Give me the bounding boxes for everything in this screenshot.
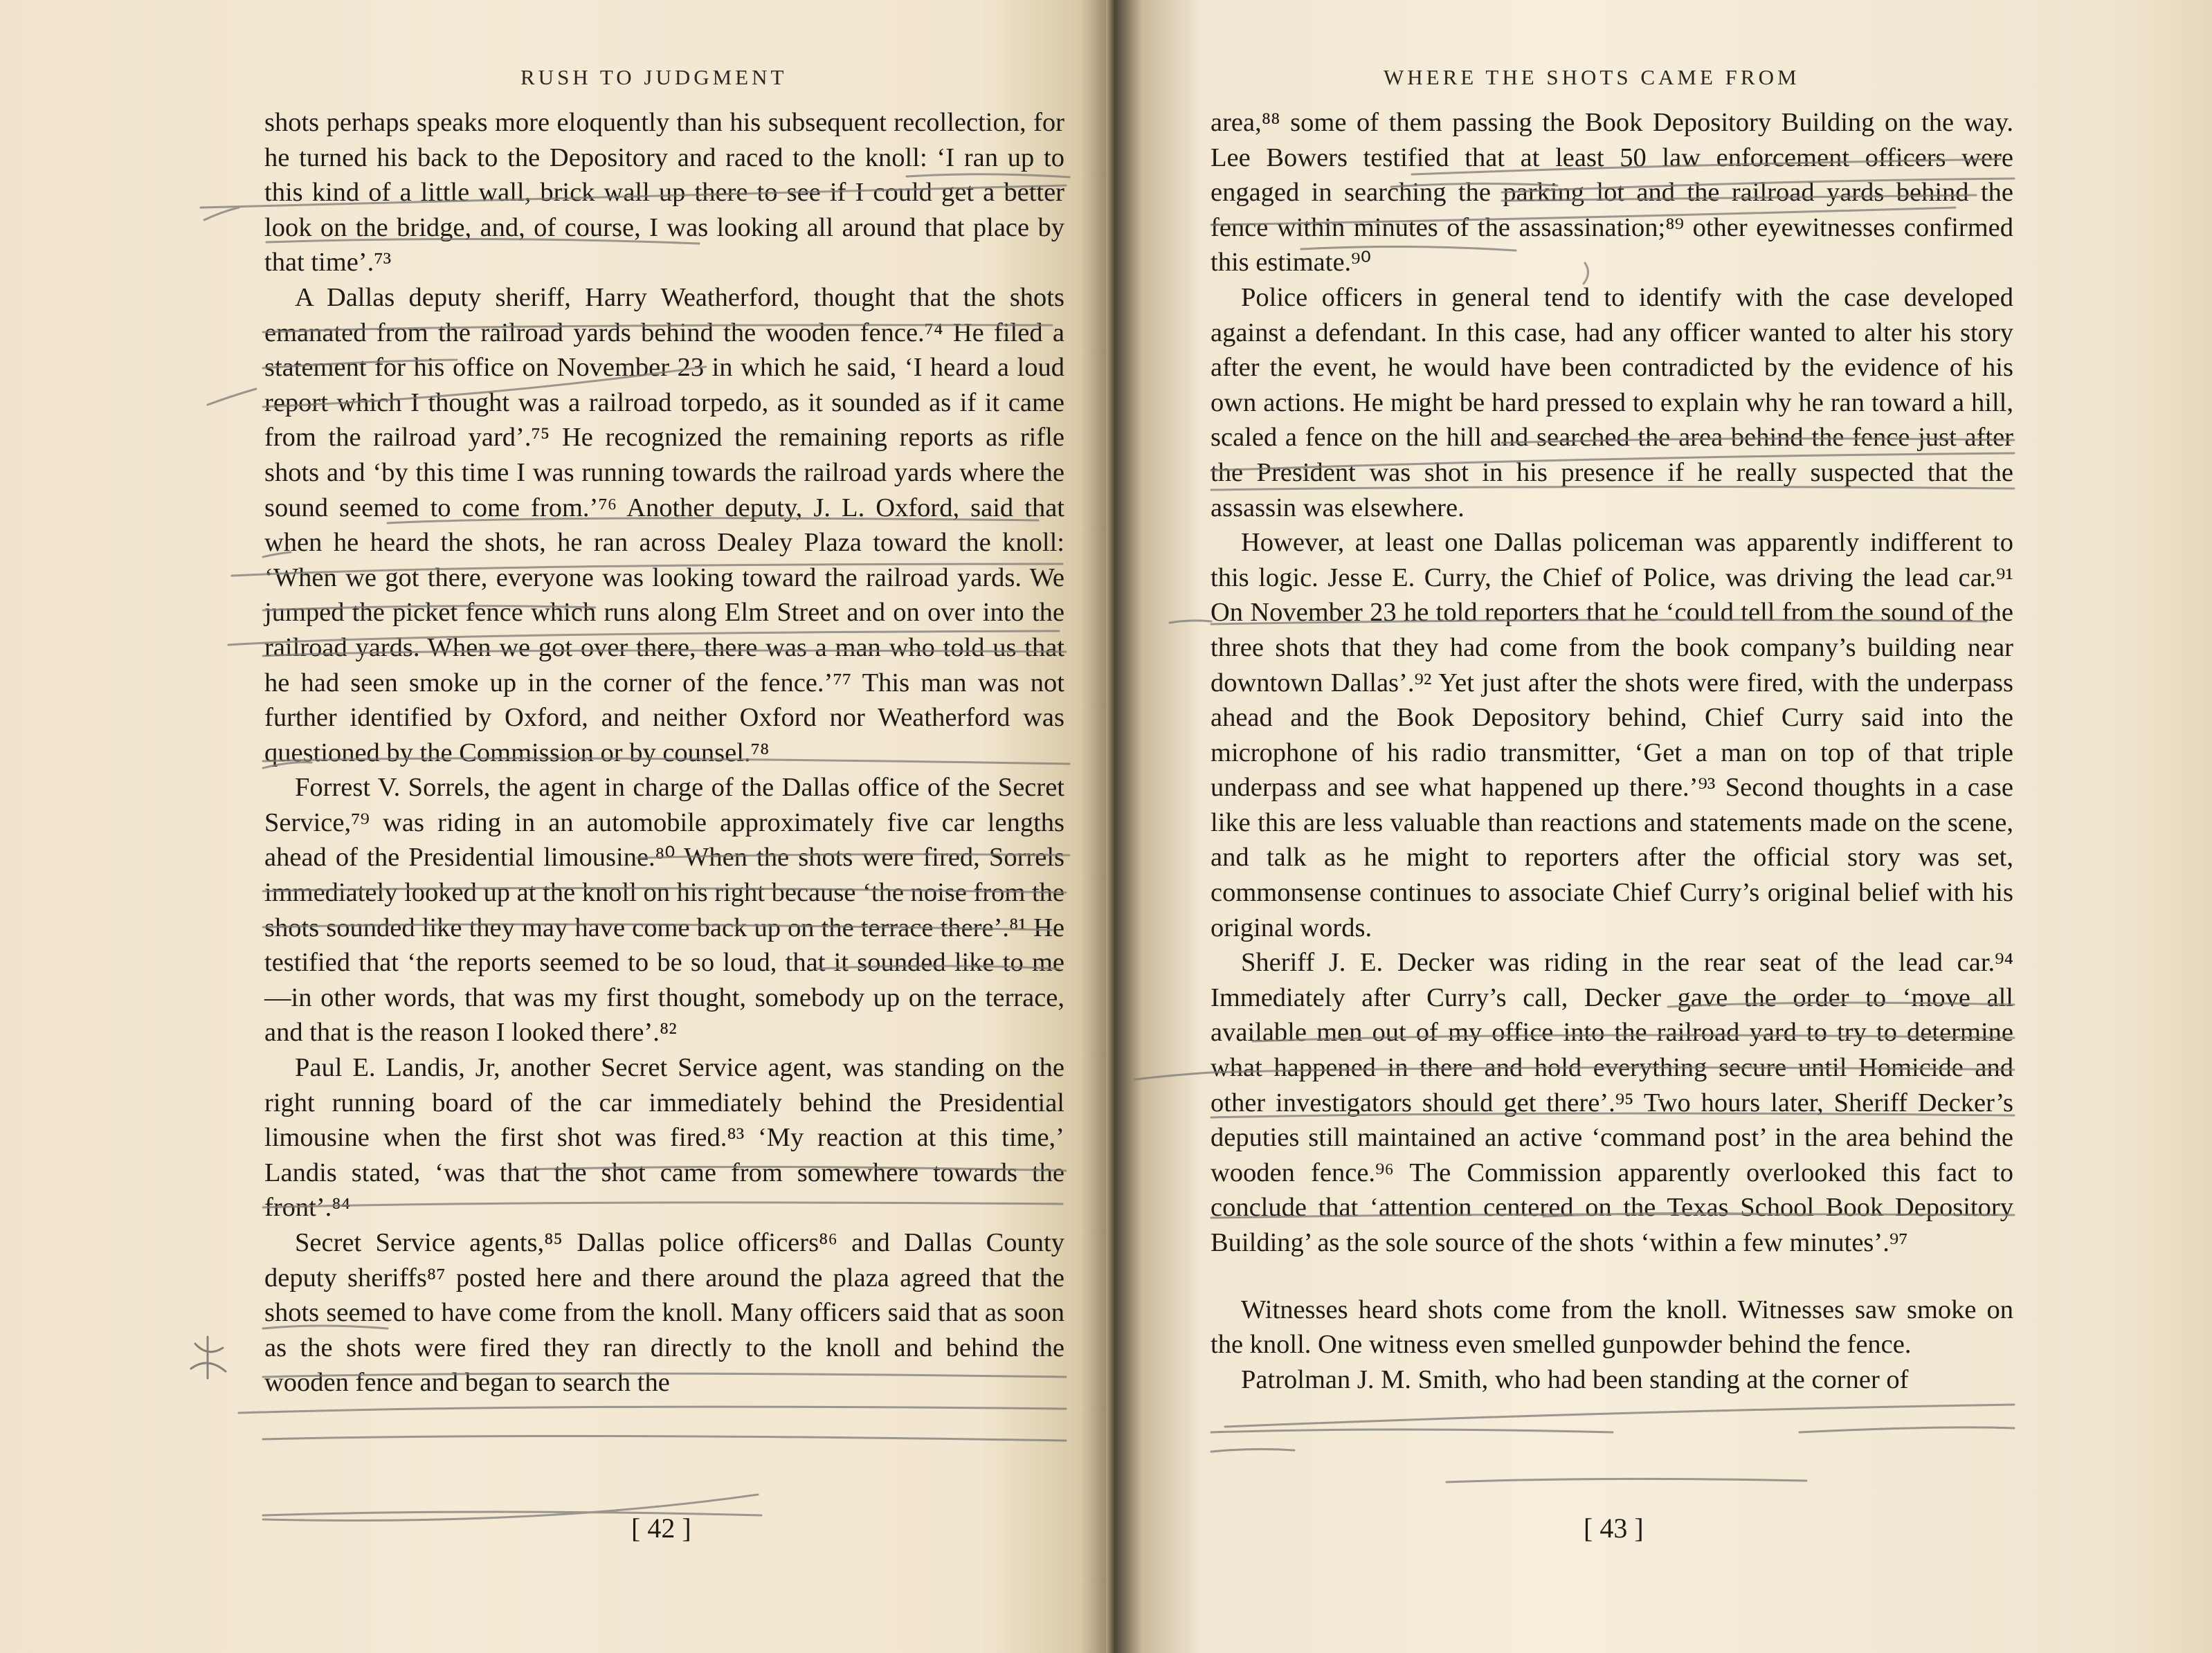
- right-paragraph-3: However, at least one Dallas policeman was apparently indifferent to this logic. Jesse E. Curry, the Chief of Police, was driving the lead car.⁹¹ On November 23 he told reporters that he ‘could tell from the sound of the three shots that they had come from the book company’s building near downtown Dallas’.⁹² Yet just after the shots were fired, with the underpass ahead and the Book Depository behind, Chief Curry said into the microphone of his radio transmitter, ‘Get a man on top of that triple underpass and see what happened up there.’⁹³ Second thoughts in a case like this are less valuable than reactions and statements made on the scene, and talk as he might to reporters after the official story was set, commonsense continues to associate Chief Curry’s original belief with his original words.: [1211, 528, 2013, 942]
- left-page-text: [264, 105, 1064, 1400]
- right-paragraph-2: Police officers in general tend to identify with the case developed against a defendant. In this case, had any officer wanted to alter his story after the event, he would have been contradicted by the evidence of his own actions. He might be hard pressed to explain why he ran toward a hill, scaled a fence on the hill and searched the area behind the fence just after the President was shot in his presence if he really suspected that the assassin was elsewhere.: [1211, 282, 2013, 522]
- right-page: [1114, 0, 2212, 1653]
- marginal-asterisk-mark: [191, 1337, 226, 1378]
- right-paragraph-1: area,⁸⁸ some of them passing the Book Depository Building on the way. Lee Bowers testified that at least 50 law enforcement officers were engaged in searching the parking lot and the railroad yards behind the fence within minutes of the assassination;⁸⁹ other eyewitnesses confirmed this estimate.⁹⁰: [1211, 108, 2013, 277]
- right-paragraph-4: Sheriff J. E. Decker was riding in the rear seat of the lead car.⁹⁴ Immediately after Curry’s call, Decker gave the order to ‘move all available men out of my office into the railroad yard to try to determine what happened in there and hold everything secure until Homicide and other investigators should get there’.⁹⁵ Two hours later, Sheriff Decker’s deputies still maintained an active ‘command post’ in the area behind the wooden fence.⁹⁶ The Commission apparently overlooked this fact to conclude that ‘attention centered on the Texas School Book Depository Building’ as the sole source of the shots ‘within a few minutes’.⁹⁷: [1211, 948, 2013, 1257]
- left-paragraph-1: shots perhaps speaks more eloquently than his subsequent recollection, for he turned his back to the Depository and raced to the knoll: ‘I ran up to this kind of a little wall, brick wall up there to see if I could get a better look on the bridge, and, of course, I was looking all around that place by that time’.⁷³: [264, 108, 1064, 277]
- left-paragraph-4: Paul E. Landis, Jr, another Secret Service agent, was standing on the right running board of the car immediately behind the Presidential limousine when the first shot was fired.⁸³ ‘My reaction at this time,’ Landis stated, ‘was that the shot came from somewhere towards the front’.⁸⁴: [264, 1053, 1064, 1223]
- left-paragraph-2: A Dallas deputy sheriff, Harry Weatherford, thought that the shots emanated from the railroad yards behind the wooden fence.⁷⁴ He filed a statement for his office on November 23 in which he said, ‘I heard a loud report which I thought was a railroad torpedo, as it sounded as if it came from the railroad yard’.⁷⁵ He recognized the remaining reports as rifle shots and ‘by this time I was running towards the railroad yards where the sound seemed to come from.’⁷⁶ Another deputy, J. L. Oxford, said that when he heard the shots, he ran across Dealey Plaza toward the knoll: ‘When we got there, everyone was looking toward the railroad yards. We jumped the picket fence which runs along Elm Street and on over into the railroad yards. When we got over there, there was a man who told us that he had seen smoke up in the corner of the fence.’⁷⁷ This man was not further identified by Oxford, and neither Oxford nor Weatherford was questioned by the Commission or by counsel.⁷⁸: [264, 282, 1064, 767]
- right-paragraph-6: Patrolman J. M. Smith, who had been standing at the corner of: [1241, 1364, 1909, 1394]
- right-running-head: WHERE THE SHOTS CAME FROM: [1384, 65, 1800, 89]
- left-paragraph-3: Forrest V. Sorrels, the agent in charge of the Dallas office of the Secret Service,⁷⁹ was riding in an automobile approximately five car lengths ahead of the Presidential limousine.⁸⁰ When the shots were fired, Sorrels immediately looked up at the knoll on his right because ‘the noise from the shots sounded like they may have come back up on the terrace there’.⁸¹ He testified that ‘the reports seemed to be so loud, that it sounded like to me—in other words, that was my first thought, somebody up on the terrace, and that is the reason I looked there’.⁸²: [264, 773, 1064, 1048]
- left-page-number: [ 42 ]: [631, 1513, 691, 1544]
- left-running-head: RUSH TO JUDGMENT: [520, 65, 788, 89]
- right-page-number: [ 43 ]: [1584, 1513, 1644, 1544]
- left-paragraph-5: Secret Service agents,⁸⁵ Dallas police officers⁸⁶ and Dallas County deputy sheriffs⁸⁷ posted here and there around the plaza agreed that the shots seemed to have come from the knoll. Many officers said that as soon as the shots were fired they ran directly to the knoll and behind the wooden fence and began to search the: [264, 1228, 1064, 1398]
- right-page-text: [1211, 105, 2013, 1397]
- right-paragraph-5: Witnesses heard shots come from the knoll. Witnesses saw smoke on the knoll. One witness even smelled gunpowder behind the fence.: [1211, 1295, 2013, 1360]
